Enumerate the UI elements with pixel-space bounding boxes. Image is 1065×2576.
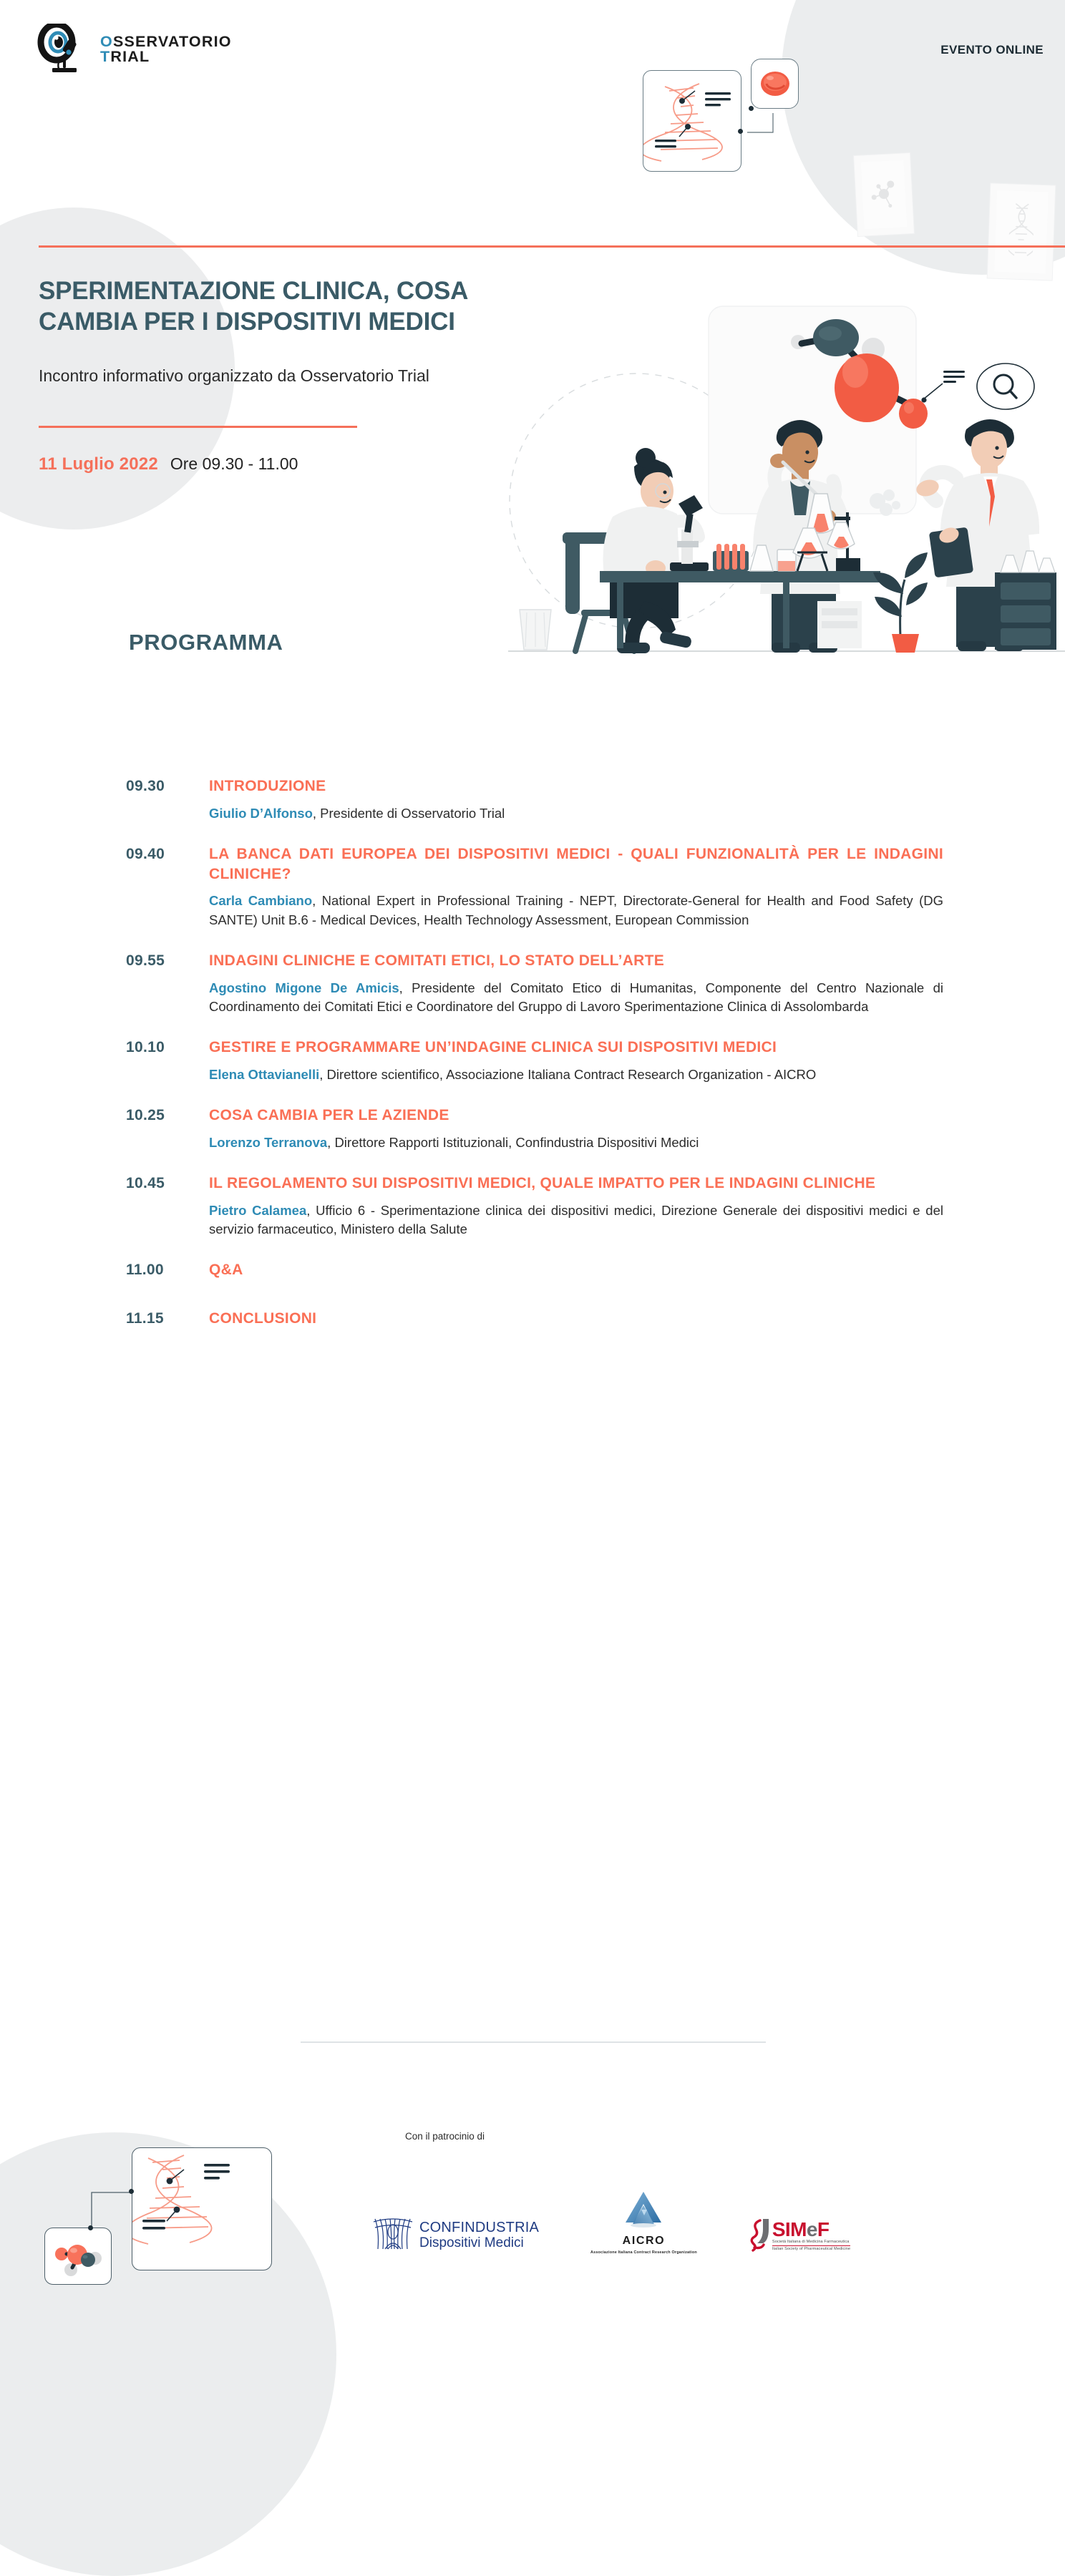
brand-logo-line-1: OSSERVATORIO xyxy=(100,33,232,50)
brand-logo-text xyxy=(100,34,232,64)
page-title-line-1: SPERIMENTAZIONE CLINICA, COSA xyxy=(39,277,468,305)
programme-entry xyxy=(0,1260,1065,1280)
confindustria-eagle-logo-icon xyxy=(372,2216,414,2255)
entry-speaker xyxy=(209,1065,943,1084)
entry-time: 09.40 xyxy=(126,844,209,930)
dna-helix-card-icon xyxy=(643,70,741,172)
framed-molecule-picture-icon xyxy=(854,153,914,236)
sponsor-simef xyxy=(749,2218,850,2255)
connector-dot xyxy=(738,129,743,134)
scientists-laboratory-illustration xyxy=(494,286,1065,701)
dna-helix-card-bottom-icon xyxy=(132,2147,272,2270)
entry-time: 10.10 xyxy=(126,1038,209,1084)
entry-title: Q&A xyxy=(209,1260,943,1280)
framed-dna-picture-icon xyxy=(988,183,1056,280)
speaker-role: , National Expert in Professional Training - NEPT, Directorate-General for Health and Food Safety (DG SANTE) Unit B.6 - Medical Devices, Health Technology Assessment, European Commission xyxy=(209,893,943,927)
simef-serpent-flask-logo-icon xyxy=(749,2218,770,2255)
entry-title: GESTIRE E PROGRAMMARE UN’INDAGINE CLINICA SUI DISPOSITIVI MEDICI xyxy=(209,1038,943,1058)
red-blood-cell-card-icon xyxy=(751,59,799,109)
connector-dot xyxy=(749,106,754,111)
speaker-role: , Presidente del Comitato Etico di Humanitas, Componente del Centro Nazionale di Coordinamento dei Comitati Etici e Coordinatore del Gruppo di Lavoro Sperimentazione Clinica di Assolombarda xyxy=(209,980,943,1014)
entry-time: 11.15 xyxy=(126,1309,209,1329)
programme-entry xyxy=(0,1106,1065,1152)
speaker-role: , Presidente di Osservatorio Trial xyxy=(313,806,505,821)
programme-entry xyxy=(0,951,1065,1016)
programme-entry xyxy=(0,1038,1065,1084)
speaker-role: , Direttore Rapporti Istituzionali, Confindustria Dispositivi Medici xyxy=(327,1135,699,1150)
confindustria-name: CONFINDUSTRIA xyxy=(419,2220,539,2235)
sponsor-confindustria xyxy=(372,2216,539,2255)
brand-logo[interactable] xyxy=(37,24,232,75)
entry-speaker xyxy=(209,1133,943,1152)
aicro-triangle-logo-icon xyxy=(623,2190,664,2232)
event-datetime xyxy=(39,454,298,474)
speaker-name: Carla Cambiano xyxy=(209,893,312,908)
speaker-name: Lorenzo Terranova xyxy=(209,1135,327,1150)
simef-name: SIMeF xyxy=(772,2220,850,2239)
simef-subtitle-it: Società Italiana di Medicina Farmaceutica xyxy=(772,2239,850,2246)
entry-time: 10.25 xyxy=(126,1106,209,1152)
speaker-name: Pietro Calamea xyxy=(209,1203,306,1218)
entry-speaker xyxy=(209,804,943,823)
programme-entry xyxy=(0,1174,1065,1239)
programme-heading: PROGRAMMA xyxy=(129,630,283,655)
confindustria-subtitle: Dispositivi Medici xyxy=(419,2235,524,2250)
aicro-name: AICRO xyxy=(623,2235,666,2248)
sponsor-logos xyxy=(372,2190,902,2255)
title-rule-bottom xyxy=(39,426,357,428)
entry-title: COSA CAMBIA PER LE AZIENDE xyxy=(209,1106,943,1126)
entry-speaker xyxy=(209,892,943,930)
title-rule-top xyxy=(39,245,1065,248)
molecule-card-icon xyxy=(44,2228,112,2285)
speaker-role: , Direttore scientifico, Associazione Italiana Contract Research Organization - AICRO xyxy=(319,1067,816,1082)
page-title-line-2: CAMBIA PER I DISPOSITIVI MEDICI xyxy=(39,308,455,336)
programme-list xyxy=(0,776,1065,1357)
entry-time: 09.55 xyxy=(126,951,209,1016)
entry-speaker xyxy=(209,979,943,1017)
aicro-subtitle: Associazione Italiana Contract Research Organization xyxy=(590,2250,697,2255)
programme-entry xyxy=(0,1309,1065,1329)
page-title xyxy=(39,276,697,337)
entry-title: INDAGINI CLINICHE E COMITATI ETICI, LO STATO DELL’ARTE xyxy=(209,951,943,971)
connector-dot xyxy=(129,2189,134,2194)
eye-microscope-logo-icon xyxy=(37,24,93,75)
programme-entry xyxy=(0,844,1065,930)
entry-time: 11.00 xyxy=(126,1260,209,1280)
entry-title: IL REGOLAMENTO SUI DISPOSITIVI MEDICI, QUALE IMPATTO PER LE INDAGINI CLINICHE xyxy=(209,1174,943,1194)
speaker-role: , Ufficio 6 - Sperimentazione clinica dei dispositivi medici, Direzione Generale dei dispositivi medici e del servizio farmaceutico, Ministero della Salute xyxy=(209,1203,943,1236)
evento-online-badge: EVENTO ONLINE xyxy=(940,43,1044,57)
event-date: 11 Luglio 2022 xyxy=(39,454,158,474)
entry-time: 10.45 xyxy=(126,1174,209,1239)
footer-divider xyxy=(301,2041,766,2043)
event-time: Ore 09.30 - 11.00 xyxy=(170,454,298,474)
entry-title: CONCLUSIONI xyxy=(209,1309,943,1329)
speaker-name: Agostino Migone De Amicis xyxy=(209,980,399,995)
patronage-label: Con il patrocinio di xyxy=(405,2131,485,2142)
programme-entry xyxy=(0,776,1065,823)
sponsor-aicro xyxy=(590,2190,697,2255)
connector-dot xyxy=(88,2225,93,2230)
page-subtitle: Incontro informativo organizzato da Osservatorio Trial xyxy=(39,366,683,386)
brand-logo-line-2: TRIAL xyxy=(100,48,150,65)
simef-subtitle-en: Italian Society of Pharmaceutical Medicine xyxy=(772,2246,850,2252)
entry-title: LA BANCA DATI EUROPEA DEI DISPOSITIVI MEDICI - QUALI FUNZIONALITÀ PER LE INDAGINI CLINICHE? xyxy=(209,844,943,884)
entry-time: 09.30 xyxy=(126,776,209,823)
speaker-name: Giulio D’Alfonso xyxy=(209,806,313,821)
speaker-name: Elena Ottavianelli xyxy=(209,1067,319,1082)
entry-speaker xyxy=(209,1201,943,1239)
entry-title: INTRODUZIONE xyxy=(209,776,943,796)
